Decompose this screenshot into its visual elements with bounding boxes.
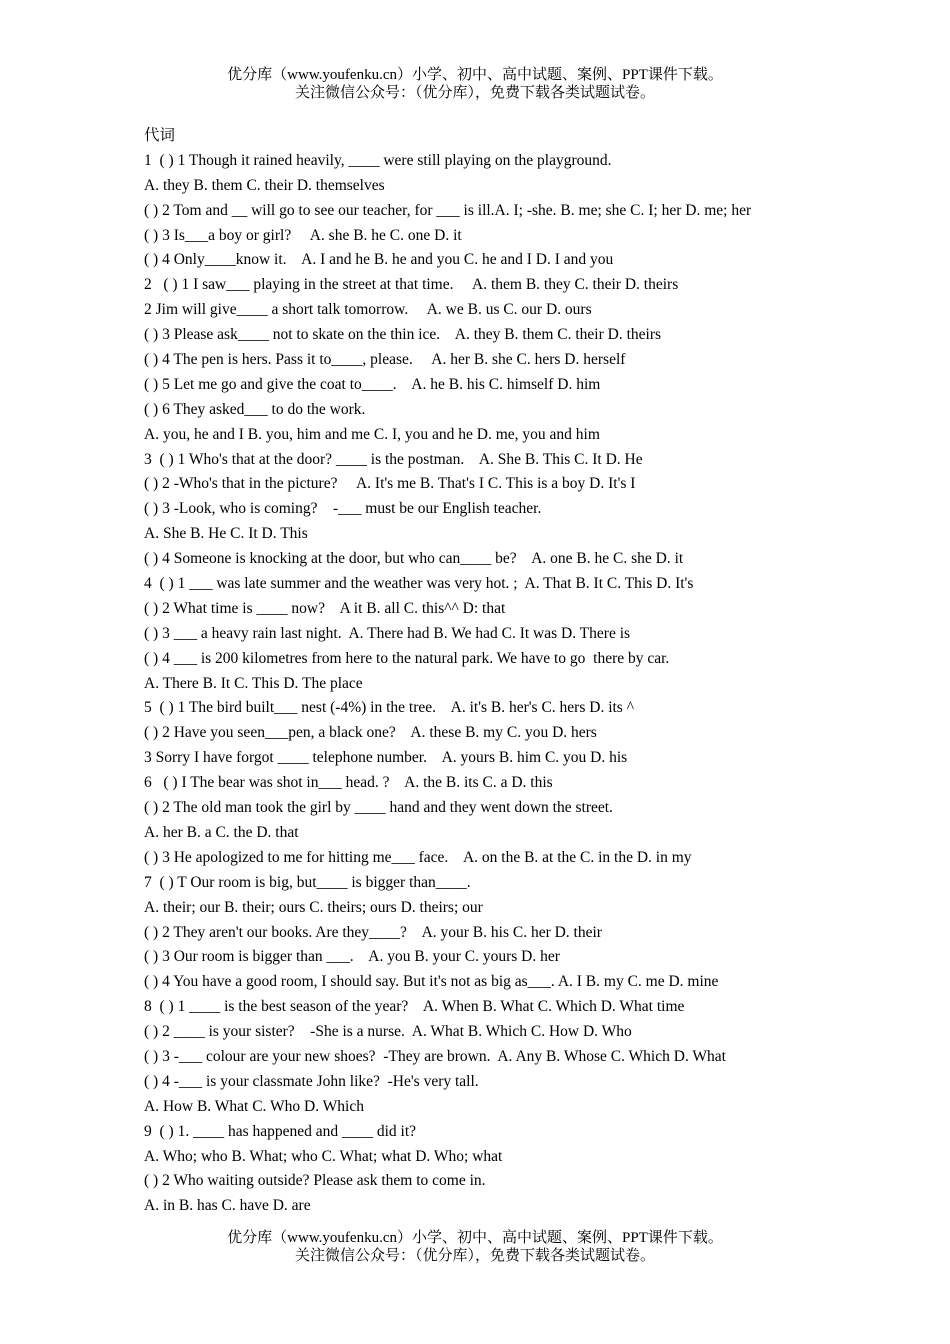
question-line: ( ) 3 Our room is bigger than ___. A. you B. your C. yours D. her: [144, 948, 560, 966]
question-line: ( ) 4 Only____know it. A. I and he B. he and you C. he and I D. I and you: [144, 251, 614, 269]
question-line: A. their; our B. their; ours C. theirs; ours D. theirs; our: [144, 898, 483, 916]
question-line: ( ) 4 -___ is your classmate John like? -He's very tall.: [144, 1072, 479, 1090]
question-line: ( ) 2 Tom and __ will go to see our teacher, for ___ is ill.A. I; -she. B. me; she C. I; her D. me; her: [144, 201, 752, 219]
question-line: 1 ( ) 1 Though it rained heavily, ____ were still playing on the playground.: [144, 151, 612, 169]
question-line: A. in B. has C. have D. are: [144, 1197, 311, 1215]
question-line: ( ) 2 -Who's that in the picture? A. It's me B. That's I C. This is a boy D. It's I: [144, 475, 636, 493]
question-line: ( ) 4 Someone is knocking at the door, but who can____ be? A. one B. he C. she D. it: [144, 550, 684, 568]
question-line: ( ) 3 -Look, who is coming? -___ must be our English teacher.: [144, 500, 542, 518]
question-line: ( ) 4 You have a good room, I should say. But it's not as big as___. A. I B. my C. me D. mine: [144, 973, 719, 991]
question-line: ( ) 3 He apologized to me for hitting me___ face. A. on the B. at the C. in the D. in my: [144, 848, 692, 866]
question-line: 3 ( ) 1 Who's that at the door? ____ is the postman. A. She B. This C. It D. He: [144, 450, 643, 468]
question-line: ( ) 3 Please ask____ not to skate on the thin ice. A. they B. them C. their D. theirs: [144, 326, 662, 344]
question-line: 3 Sorry I have forgot ____ telephone number. A. yours B. him C. you D. his: [144, 749, 628, 767]
question-line: A. you, he and I B. you, him and me C. I, you and he D. me, you and him: [144, 425, 600, 443]
question-line: ( ) 2 They aren't our books. Are they____? A. your B. his C. her D. their: [144, 923, 602, 941]
question-line: ( ) 2 Have you seen___pen, a black one? A. these B. my C. you D. hers: [144, 724, 597, 742]
question-line: ( ) 2 The old man took the girl by ____ hand and they went down the street.: [144, 799, 613, 817]
page-header: [0, 66, 950, 102]
question-line: 2 Jim will give____ a short talk tomorrow. A. we B. us C. our D. ours: [144, 301, 592, 319]
question-line: ( ) 4 ___ is 200 kilometres from here to the natural park. We have to go there by car.: [144, 649, 670, 667]
question-line: ( ) 2 What time is ____ now? A it B. all C. this^^ D: that: [144, 599, 506, 617]
question-line: ( ) 5 Let me go and give the coat to____. A. he B. his C. himself D. him: [144, 375, 601, 393]
question-line: ( ) 4 The pen is hers. Pass it to____, please. A. her B. she C. hers D. herself: [144, 351, 626, 369]
question-line: 2 ( ) 1 I saw___ playing in the street at that time. A. them B. they C. their D. theirs: [144, 276, 679, 294]
question-line: A. How B. What C. Who D. Which: [144, 1097, 364, 1115]
question-line: ( ) 2 Who waiting outside? Please ask them to come in.: [144, 1172, 486, 1190]
question-line: A. She B. He C. It D. This: [144, 525, 308, 543]
question-line: 5 ( ) 1 The bird built___ nest (-4%) in the tree. A. it's B. her's C. hers D. its ^: [144, 699, 634, 717]
question-line: A. Who; who B. What; who C. What; what D. Who; what: [144, 1147, 503, 1165]
question-line: A. There B. It C. This D. The place: [144, 674, 363, 692]
question-line: ( ) 2 ____ is your sister? -She is a nurse. A. What B. Which C. How D. Who: [144, 1023, 632, 1041]
footer-line-1: 优分库（www.youfenku.cn）小学、初中、高中试题、案例、PPT课件下载。: [227, 1230, 723, 1246]
document-body: [144, 124, 934, 1219]
question-line: 4 ( ) 1 ___ was late summer and the weather was very hot. ; A. That B. It C. This D. It's: [144, 575, 694, 593]
question-list: [144, 149, 934, 1219]
question-line: A. they B. them C. their D. themselves: [144, 176, 385, 194]
document-title: 代词: [144, 127, 176, 144]
question-line: 6 ( ) I The bear was shot in___ head. ? A. the B. its C. a D. this: [144, 774, 553, 792]
question-line: ( ) 3 ___ a heavy rain last night. A. There had B. We had C. It was D. There is: [144, 624, 631, 642]
question-line: 7 ( ) T Our room is big, but____ is bigger than____.: [144, 873, 471, 891]
question-line: A. her B. a C. the D. that: [144, 823, 299, 841]
question-line: ( ) 6 They asked___ to do the work.: [144, 400, 366, 418]
page-footer: [0, 1229, 950, 1265]
header-line-1: 优分库（www.youfenku.cn）小学、初中、高中试题、案例、PPT课件下载。: [227, 67, 723, 83]
footer-line-2: 关注微信公众号：（优分库），免费下载各类试题试卷。: [294, 1248, 655, 1264]
question-line: 8 ( ) 1 ____ is the best season of the year? A. When B. What C. Which D. What time: [144, 998, 685, 1016]
header-line-2: 关注微信公众号：（优分库），免费下载各类试题试卷。: [294, 85, 655, 101]
question-line: ( ) 3 -___ colour are your new shoes? -They are brown. A. Any B. Whose C. Which D. What: [144, 1047, 726, 1065]
question-line: 9 ( ) 1. ____ has happened and ____ did it?: [144, 1122, 417, 1140]
question-line: ( ) 3 Is___a boy or girl? A. she B. he C. one D. it: [144, 226, 462, 244]
